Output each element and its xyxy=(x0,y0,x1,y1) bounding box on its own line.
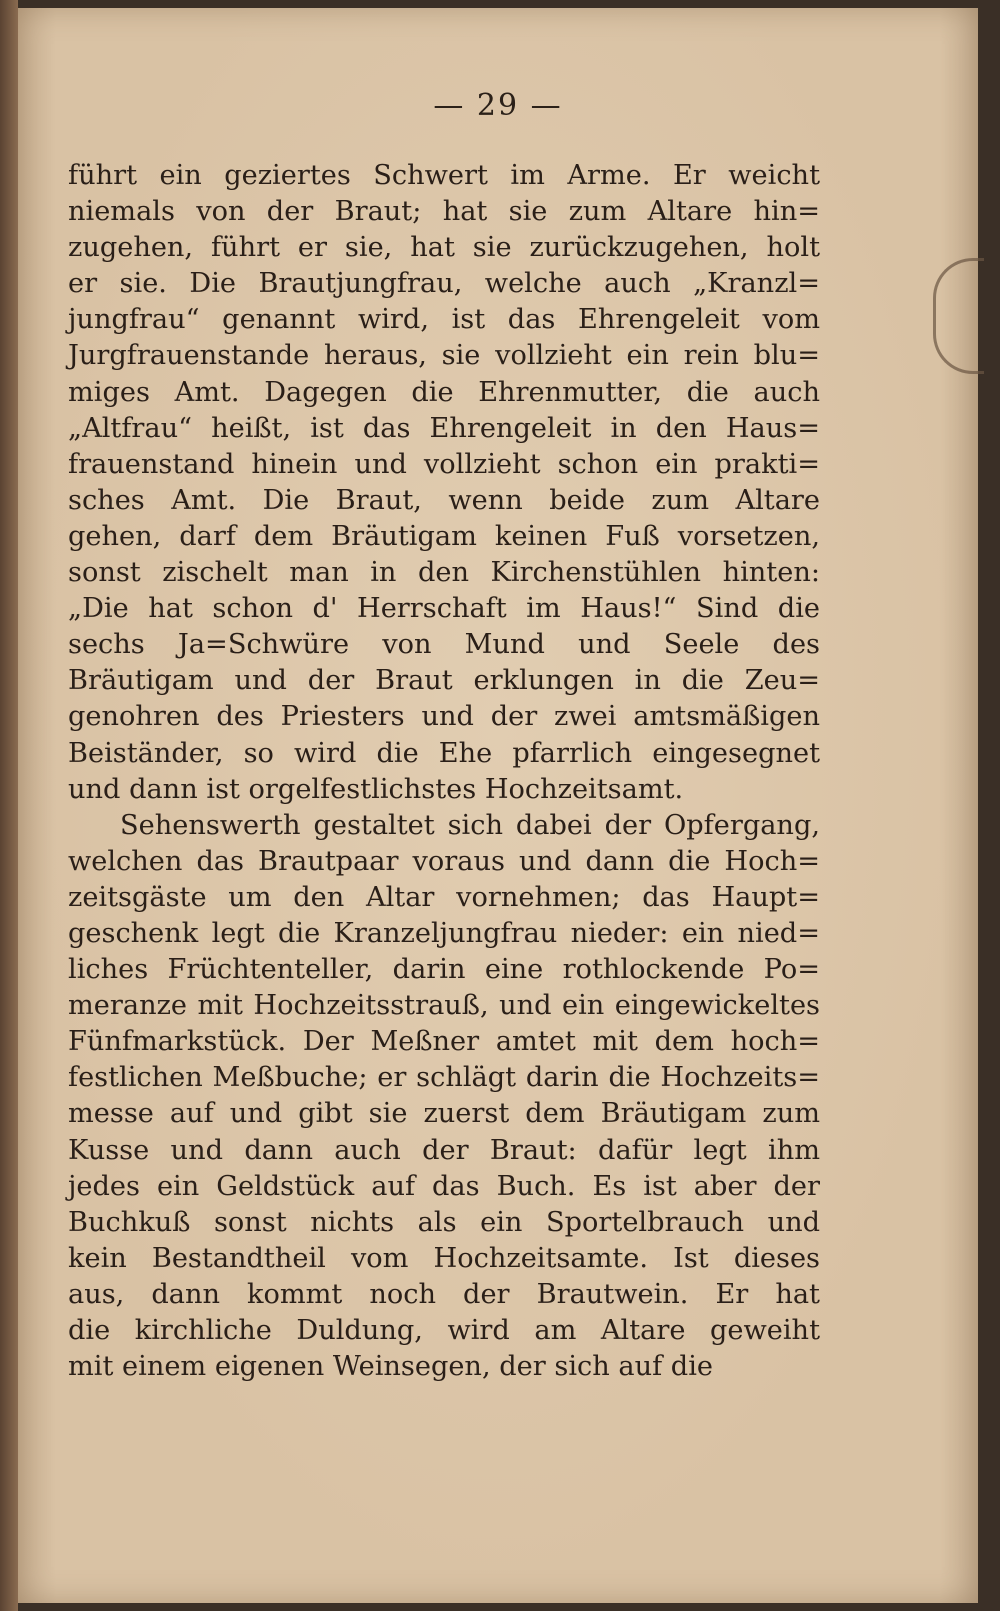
text-line: messe auf und gibt sie zuerst dem Bräutigam zum xyxy=(68,1098,820,1130)
text-line: jedes ein Geldstück auf das Buch. Es ist aber der xyxy=(68,1170,820,1202)
text-line: Jurgfrauenstande heraus, sie vollzieht ein rein blu= xyxy=(68,340,820,372)
text-line: meranze mit Hochzeitsstrauß, und ein eingewickeltes xyxy=(68,990,820,1022)
text-line: Bräutigam und der Braut erklungen in die Zeu= xyxy=(68,665,820,697)
text-line: und dann ist orgelfestlichstes Hochzeitsamt. xyxy=(68,773,684,805)
page-body-text xyxy=(68,158,820,1385)
text-line: Fünfmarkstück. Der Meßner amtet mit dem hoch= xyxy=(68,1026,820,1058)
text-line: gehen, darf dem Bräutigam keinen Fuß vorsetzen, xyxy=(68,520,820,552)
text-line: führt ein geziertes Schwert im Arme. Er weicht xyxy=(68,160,820,191)
text-line: Kusse und dann auch der Braut: dafür legt ihm xyxy=(68,1134,820,1166)
text-line: geschenk legt die Kranzeljungfrau nieder: ein nied= xyxy=(68,917,820,949)
text-line: er sie. Die Brautjungfrau, welche auch „Kranzl= xyxy=(68,268,820,300)
text-line: genohren des Priesters und der zwei amtsmäßigen xyxy=(68,701,820,733)
text-line: zeitsgäste um den Altar vornehmen; das Haupt= xyxy=(68,881,820,913)
text-line: welchen das Brautpaar voraus und dann die Hoch= xyxy=(68,845,820,877)
text-line: Buchkuß sonst nichts als ein Sportelbrauch und xyxy=(68,1206,820,1238)
text-line: festlichen Meßbuche; er schlägt darin die Hochzeits= xyxy=(68,1062,820,1094)
text-line: aus, dann kommt noch der Brautwein. Er hat xyxy=(68,1278,820,1310)
text-line: „Die hat schon d' Herrschaft im Haus!“ Sind die xyxy=(68,593,820,625)
text-line: zugehen, führt er sie, hat sie zurückzugehen, holt xyxy=(68,232,820,264)
page-edge xyxy=(0,0,18,1611)
text-line: Sehenswerth gestaltet sich dabei der Opfergang, xyxy=(120,809,820,841)
text-line: liches Früchtenteller, darin eine rothlockende Po= xyxy=(68,954,820,986)
text-line: frauenstand hinein und vollzieht schon ein prakti= xyxy=(68,448,820,480)
text-line: niemals von der Braut; hat sie zum Altare hin= xyxy=(68,196,820,228)
text-line: „Altfrau“ heißt, ist das Ehrengeleit in den Haus= xyxy=(68,412,820,444)
text-line: sonst zischelt man in den Kirchenstühlen hinten: xyxy=(68,557,820,589)
text-line: Beiständer, so wird die Ehe pfarrlich eingesegnet xyxy=(68,737,820,769)
text-line: sechs Ja=Schwüre von Mund und Seele des xyxy=(68,629,820,661)
text-line: jungfrau“ genannt wird, ist das Ehrengeleit vom xyxy=(68,304,820,336)
text-line: die kirchliche Duldung, wird am Altare geweiht xyxy=(68,1315,820,1346)
page-number-header: — 29 — xyxy=(433,88,563,123)
book-page xyxy=(18,8,978,1603)
text-line: mit einem eigenen Weinsegen, der sich auf die xyxy=(68,1351,713,1383)
page-clip-mark xyxy=(933,258,984,374)
text-line: kein Bestandtheil vom Hochzeitsamte. Ist dieses xyxy=(68,1242,820,1274)
text-line: miges Amt. Dagegen die Ehrenmutter, die auch xyxy=(68,376,820,408)
text-line: sches Amt. Die Braut, wenn beide zum Altare xyxy=(68,484,820,516)
